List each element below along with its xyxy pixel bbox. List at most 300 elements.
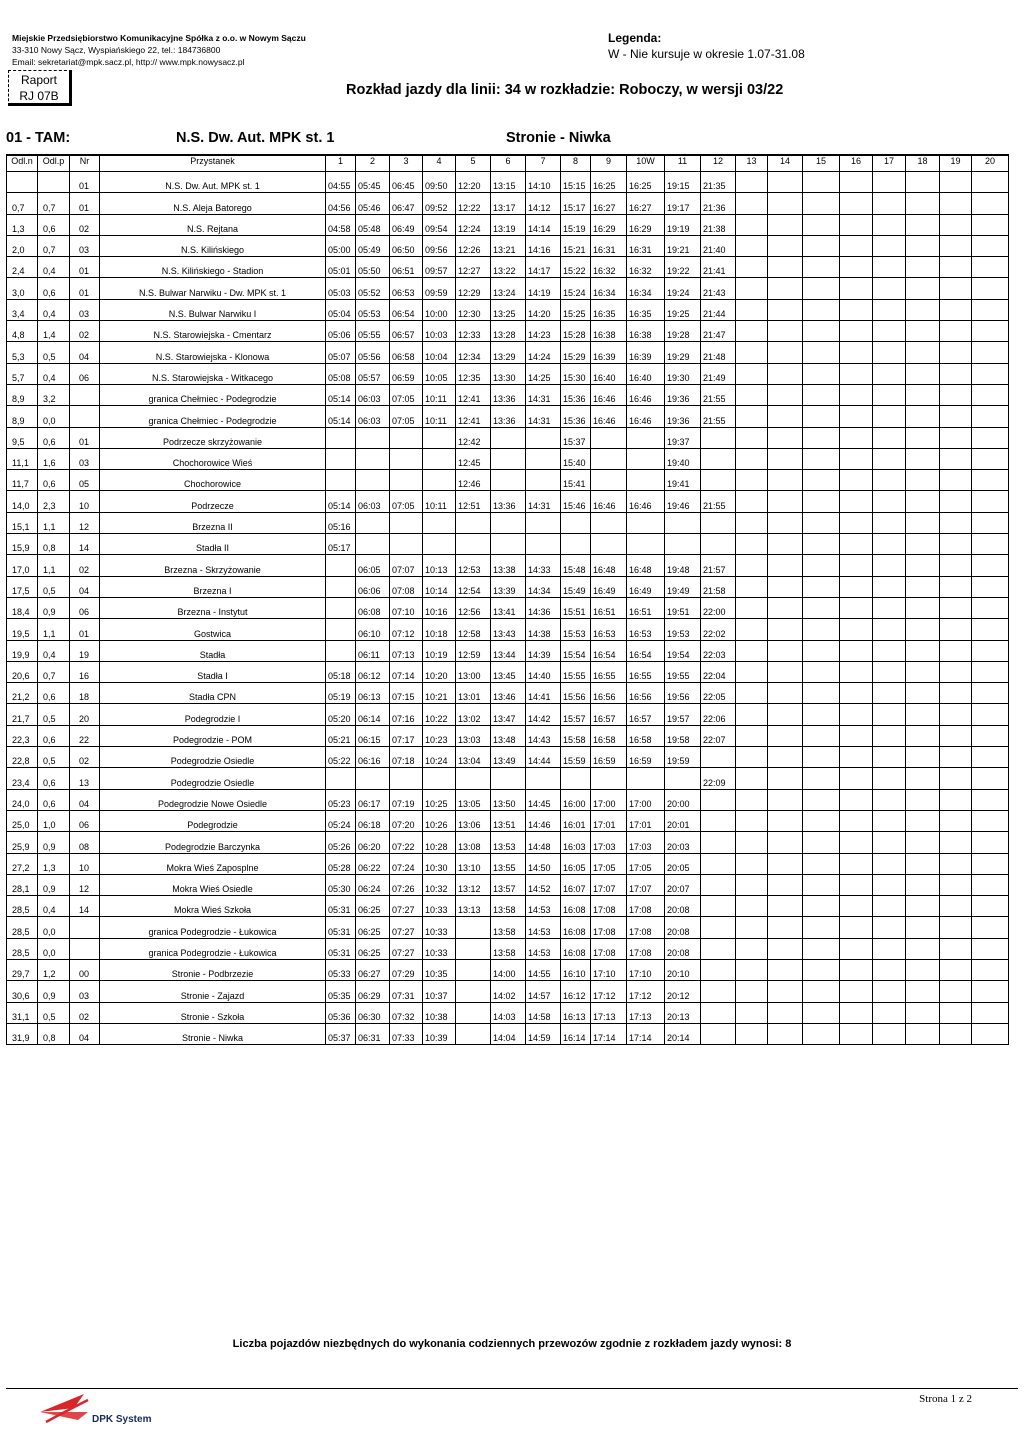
departure-time: 13:44 bbox=[491, 640, 526, 661]
departure-time: 15:48 bbox=[561, 555, 591, 576]
departure-time: 06:25 bbox=[356, 938, 390, 959]
departure-time: 16:08 bbox=[561, 896, 591, 917]
departure-time bbox=[768, 299, 803, 320]
legend-title: Legenda: bbox=[608, 31, 662, 45]
departure-time bbox=[665, 512, 701, 533]
departure-time: 07:27 bbox=[390, 917, 423, 938]
departure-time bbox=[972, 470, 1009, 491]
departure-time: 16:34 bbox=[627, 278, 665, 299]
departure-time bbox=[736, 661, 768, 682]
departure-time: 22:05 bbox=[701, 683, 736, 704]
departure-time bbox=[840, 640, 873, 661]
departure-time: 17:07 bbox=[627, 874, 665, 895]
stop-name: N.S. Kilińskiego - Stadion bbox=[100, 257, 326, 278]
table-row bbox=[7, 576, 1009, 597]
departure-time: 10:11 bbox=[423, 491, 456, 512]
departure-time: 12:30 bbox=[456, 299, 491, 320]
departure-time: 17:05 bbox=[627, 853, 665, 874]
departure-time bbox=[768, 810, 803, 831]
distance-segment: 1,3 bbox=[38, 853, 70, 874]
distance-total: 1,3 bbox=[7, 214, 38, 235]
departure-time bbox=[326, 619, 356, 640]
distance-total: 23,4 bbox=[7, 768, 38, 789]
departure-time bbox=[701, 534, 736, 555]
stop-name: N.S. Aleja Batorego bbox=[100, 193, 326, 214]
departure-time bbox=[940, 427, 972, 448]
departure-time bbox=[940, 917, 972, 938]
distance-total: 14,0 bbox=[7, 491, 38, 512]
departure-time: 15:37 bbox=[561, 427, 591, 448]
departure-time bbox=[840, 427, 873, 448]
column-header: 2 bbox=[356, 155, 390, 172]
departure-time bbox=[840, 959, 873, 980]
departure-time: 06:54 bbox=[390, 299, 423, 320]
departure-time bbox=[491, 427, 526, 448]
departure-time: 13:15 bbox=[491, 172, 526, 193]
departure-time: 12:41 bbox=[456, 384, 491, 405]
departure-time: 17:14 bbox=[627, 1023, 665, 1044]
departure-time: 06:18 bbox=[356, 810, 390, 831]
distance-segment: 1,1 bbox=[38, 619, 70, 640]
stop-name: granica Chełmiec - Podegrodzie bbox=[100, 384, 326, 405]
distance-total: 18,4 bbox=[7, 597, 38, 618]
departure-time: 07:10 bbox=[390, 597, 423, 618]
stop-name: Stronie - Zajazd bbox=[100, 981, 326, 1002]
departure-time: 13:36 bbox=[491, 384, 526, 405]
departure-time bbox=[873, 491, 906, 512]
departure-time bbox=[840, 683, 873, 704]
departure-time: 16:29 bbox=[591, 214, 627, 235]
departure-time: 05:31 bbox=[326, 917, 356, 938]
departure-time bbox=[768, 981, 803, 1002]
departure-time bbox=[736, 214, 768, 235]
departure-time bbox=[701, 470, 736, 491]
departure-time bbox=[423, 448, 456, 469]
departure-time: 14:04 bbox=[491, 1023, 526, 1044]
departure-time bbox=[803, 448, 840, 469]
departure-time: 14:50 bbox=[526, 853, 561, 874]
departure-time: 17:07 bbox=[591, 874, 627, 895]
departure-time: 14:31 bbox=[526, 384, 561, 405]
departure-time: 16:08 bbox=[561, 938, 591, 959]
departure-time: 22:04 bbox=[701, 661, 736, 682]
departure-time: 16:38 bbox=[591, 321, 627, 342]
departure-time: 16:53 bbox=[591, 619, 627, 640]
departure-time bbox=[491, 470, 526, 491]
departure-time bbox=[803, 853, 840, 874]
departure-time bbox=[736, 619, 768, 640]
departure-time bbox=[736, 810, 768, 831]
departure-time bbox=[768, 597, 803, 618]
departure-time: 13:50 bbox=[491, 789, 526, 810]
departure-time bbox=[972, 938, 1009, 959]
departure-time: 07:05 bbox=[390, 406, 423, 427]
departure-time: 13:43 bbox=[491, 619, 526, 640]
departure-time: 17:08 bbox=[591, 938, 627, 959]
stop-name: Gostwica bbox=[100, 619, 326, 640]
departure-time: 16:31 bbox=[591, 235, 627, 256]
departure-time: 06:29 bbox=[356, 981, 390, 1002]
departure-time: 13:06 bbox=[456, 810, 491, 831]
stop-number: 05 bbox=[70, 470, 100, 491]
table-row bbox=[7, 917, 1009, 938]
departure-time bbox=[356, 448, 390, 469]
departure-time: 05:56 bbox=[356, 342, 390, 363]
departure-time bbox=[526, 512, 561, 533]
table-row bbox=[7, 981, 1009, 1002]
departure-time bbox=[768, 512, 803, 533]
departure-time: 12:46 bbox=[456, 470, 491, 491]
departure-time bbox=[972, 810, 1009, 831]
departure-time bbox=[840, 853, 873, 874]
departure-time: 10:04 bbox=[423, 342, 456, 363]
departure-time: 09:56 bbox=[423, 235, 456, 256]
departure-time: 16:27 bbox=[627, 193, 665, 214]
departure-time: 16:38 bbox=[627, 321, 665, 342]
departure-time: 16:32 bbox=[591, 257, 627, 278]
departure-time: 22:09 bbox=[701, 768, 736, 789]
distance-total: 2,4 bbox=[7, 257, 38, 278]
stop-number: 10 bbox=[70, 491, 100, 512]
departure-time: 06:25 bbox=[356, 896, 390, 917]
departure-time bbox=[701, 896, 736, 917]
departure-time: 04:56 bbox=[326, 193, 356, 214]
departure-time bbox=[803, 172, 840, 193]
departure-time: 13:08 bbox=[456, 832, 491, 853]
departure-time bbox=[940, 448, 972, 469]
departure-time bbox=[972, 491, 1009, 512]
table-row bbox=[7, 384, 1009, 405]
departure-time bbox=[768, 406, 803, 427]
departure-time: 13:58 bbox=[491, 938, 526, 959]
departure-time bbox=[940, 172, 972, 193]
departure-time: 16:29 bbox=[627, 214, 665, 235]
departure-time bbox=[873, 257, 906, 278]
departure-time: 12:22 bbox=[456, 193, 491, 214]
stop-name: N.S. Bulwar Narwiku - Dw. MPK st. 1 bbox=[100, 278, 326, 299]
departure-time bbox=[701, 789, 736, 810]
column-header: 9 bbox=[591, 155, 627, 172]
departure-time bbox=[803, 725, 840, 746]
departure-time: 13:36 bbox=[491, 491, 526, 512]
stop-number: 06 bbox=[70, 363, 100, 384]
departure-time: 14:53 bbox=[526, 938, 561, 959]
departure-time bbox=[972, 576, 1009, 597]
departure-time bbox=[456, 917, 491, 938]
departure-time bbox=[736, 427, 768, 448]
departure-time: 16:46 bbox=[627, 384, 665, 405]
departure-time: 10:33 bbox=[423, 896, 456, 917]
departure-time bbox=[701, 512, 736, 533]
departure-time bbox=[356, 768, 390, 789]
departure-time bbox=[972, 874, 1009, 895]
departure-time: 21:57 bbox=[701, 555, 736, 576]
departure-time bbox=[736, 832, 768, 853]
departure-time: 12:35 bbox=[456, 363, 491, 384]
distance-segment: 0,6 bbox=[38, 768, 70, 789]
departure-time bbox=[873, 981, 906, 1002]
stop-name: Stadła I bbox=[100, 661, 326, 682]
departure-time: 19:55 bbox=[665, 661, 701, 682]
departure-time bbox=[972, 363, 1009, 384]
distance-segment: 3,2 bbox=[38, 384, 70, 405]
departure-time: 19:56 bbox=[665, 683, 701, 704]
departure-time bbox=[390, 470, 423, 491]
departure-time: 13:58 bbox=[491, 917, 526, 938]
timetable-body bbox=[7, 172, 1009, 1045]
departure-time bbox=[972, 214, 1009, 235]
departure-time: 14:48 bbox=[526, 832, 561, 853]
stop-name: granica Podegrodzie - Łukowica bbox=[100, 938, 326, 959]
direction-to: Stronie - Niwka bbox=[506, 130, 611, 146]
departure-time: 19:54 bbox=[665, 640, 701, 661]
raport-box bbox=[8, 70, 72, 106]
departure-time bbox=[972, 725, 1009, 746]
departure-time bbox=[701, 853, 736, 874]
departure-time bbox=[940, 363, 972, 384]
distance-total: 19,5 bbox=[7, 619, 38, 640]
departure-time bbox=[906, 1002, 940, 1023]
distance-segment: 1,1 bbox=[38, 555, 70, 576]
distance-total: 28,5 bbox=[7, 917, 38, 938]
departure-time bbox=[906, 874, 940, 895]
stop-number: 13 bbox=[70, 768, 100, 789]
departure-time bbox=[356, 470, 390, 491]
stop-name: Podrzecze skrzyżowanie bbox=[100, 427, 326, 448]
departure-time bbox=[873, 938, 906, 959]
distance-total: 21,2 bbox=[7, 683, 38, 704]
departure-time: 16:07 bbox=[561, 874, 591, 895]
distance-segment: 0,0 bbox=[38, 406, 70, 427]
distance-segment: 0,7 bbox=[38, 193, 70, 214]
stop-number: 03 bbox=[70, 235, 100, 256]
departure-time bbox=[736, 959, 768, 980]
departure-time bbox=[768, 321, 803, 342]
departure-time: 17:13 bbox=[591, 1002, 627, 1023]
departure-time: 13:02 bbox=[456, 704, 491, 725]
departure-time: 15:30 bbox=[561, 363, 591, 384]
departure-time bbox=[665, 534, 701, 555]
departure-time: 07:31 bbox=[390, 981, 423, 1002]
departure-time: 12:27 bbox=[456, 257, 491, 278]
departure-time bbox=[972, 172, 1009, 193]
departure-time bbox=[840, 747, 873, 768]
departure-time: 20:07 bbox=[665, 874, 701, 895]
departure-time bbox=[906, 448, 940, 469]
departure-time: 17:03 bbox=[627, 832, 665, 853]
departure-time bbox=[768, 789, 803, 810]
departure-time bbox=[803, 534, 840, 555]
departure-time bbox=[736, 896, 768, 917]
departure-time: 05:31 bbox=[326, 938, 356, 959]
distance-segment: 0,5 bbox=[38, 704, 70, 725]
stop-name: Podegrodzie I bbox=[100, 704, 326, 725]
departure-time bbox=[906, 427, 940, 448]
departure-time: 16:49 bbox=[627, 576, 665, 597]
stop-name: granica Chełmiec - Podegrodzie bbox=[100, 406, 326, 427]
departure-time: 10:11 bbox=[423, 384, 456, 405]
distance-total: 25,0 bbox=[7, 810, 38, 831]
distance-total: 31,1 bbox=[7, 1002, 38, 1023]
departure-time bbox=[390, 512, 423, 533]
departure-time: 05:22 bbox=[326, 747, 356, 768]
column-header: 11 bbox=[665, 155, 701, 172]
departure-time: 21:43 bbox=[701, 278, 736, 299]
column-header: 15 bbox=[803, 155, 840, 172]
departure-time: 20:13 bbox=[665, 1002, 701, 1023]
departure-time: 20:00 bbox=[665, 789, 701, 810]
stop-name: Podegrodzie Osiedle bbox=[100, 747, 326, 768]
departure-time: 12:26 bbox=[456, 235, 491, 256]
departure-time bbox=[768, 959, 803, 980]
departure-time: 19:48 bbox=[665, 555, 701, 576]
stop-number: 08 bbox=[70, 832, 100, 853]
departure-time: 14:45 bbox=[526, 789, 561, 810]
distance-segment: 0,4 bbox=[38, 257, 70, 278]
departure-time: 19:36 bbox=[665, 406, 701, 427]
departure-time bbox=[526, 470, 561, 491]
departure-time: 16:46 bbox=[591, 491, 627, 512]
departure-time bbox=[736, 172, 768, 193]
departure-time bbox=[326, 576, 356, 597]
departure-time: 17:08 bbox=[627, 938, 665, 959]
departure-time bbox=[456, 512, 491, 533]
distance-total: 25,9 bbox=[7, 832, 38, 853]
departure-time: 16:12 bbox=[561, 981, 591, 1002]
departure-time: 14:44 bbox=[526, 747, 561, 768]
departure-time bbox=[873, 917, 906, 938]
departure-time bbox=[940, 896, 972, 917]
distance-segment: 0,0 bbox=[38, 938, 70, 959]
table-row bbox=[7, 747, 1009, 768]
departure-time: 15:36 bbox=[561, 384, 591, 405]
departure-time: 07:05 bbox=[390, 384, 423, 405]
departure-time bbox=[768, 363, 803, 384]
departure-time: 16:51 bbox=[627, 597, 665, 618]
departure-time: 12:29 bbox=[456, 278, 491, 299]
departure-time bbox=[906, 896, 940, 917]
distance-total: 19,9 bbox=[7, 640, 38, 661]
departure-time: 05:26 bbox=[326, 832, 356, 853]
departure-time bbox=[768, 555, 803, 576]
departure-time: 15:59 bbox=[561, 747, 591, 768]
departure-time: 19:22 bbox=[665, 257, 701, 278]
stop-name: Podegrodzie bbox=[100, 810, 326, 831]
departure-time bbox=[803, 214, 840, 235]
departure-time bbox=[803, 427, 840, 448]
departure-time bbox=[873, 959, 906, 980]
departure-time bbox=[972, 406, 1009, 427]
vehicles-note: Liczba pojazdów niezbędnych do wykonania codziennych przewozów zgodnie z rozkładem jazdy wynosi: 8 bbox=[232, 1338, 792, 1350]
column-header: Odl.n bbox=[7, 155, 38, 172]
departure-time bbox=[840, 896, 873, 917]
departure-time: 19:58 bbox=[665, 725, 701, 746]
departure-time: 06:13 bbox=[356, 683, 390, 704]
timetable bbox=[6, 154, 1009, 1045]
departure-time: 19:51 bbox=[665, 597, 701, 618]
departure-time: 17:13 bbox=[627, 1002, 665, 1023]
departure-time bbox=[456, 959, 491, 980]
departure-time: 13:22 bbox=[491, 257, 526, 278]
departure-time bbox=[526, 427, 561, 448]
departure-time bbox=[803, 683, 840, 704]
departure-time: 16:08 bbox=[561, 917, 591, 938]
departure-time bbox=[736, 747, 768, 768]
departure-time bbox=[873, 1002, 906, 1023]
departure-time bbox=[803, 257, 840, 278]
departure-time bbox=[940, 193, 972, 214]
departure-time: 05:14 bbox=[326, 384, 356, 405]
stop-name: Mokra Wieś Zaposplne bbox=[100, 853, 326, 874]
departure-time: 06:20 bbox=[356, 832, 390, 853]
departure-time: 21:35 bbox=[701, 172, 736, 193]
departure-time: 07:26 bbox=[390, 874, 423, 895]
departure-time bbox=[840, 810, 873, 831]
departure-time: 20:03 bbox=[665, 832, 701, 853]
departure-time bbox=[390, 534, 423, 555]
departure-time: 10:25 bbox=[423, 789, 456, 810]
departure-time bbox=[768, 193, 803, 214]
departure-time: 13:47 bbox=[491, 704, 526, 725]
departure-time bbox=[803, 789, 840, 810]
departure-time bbox=[768, 1002, 803, 1023]
table-row bbox=[7, 278, 1009, 299]
departure-time: 21:40 bbox=[701, 235, 736, 256]
distance-segment: 0,4 bbox=[38, 896, 70, 917]
departure-time: 19:57 bbox=[665, 704, 701, 725]
departure-time bbox=[803, 384, 840, 405]
departure-time bbox=[972, 1002, 1009, 1023]
departure-time: 17:05 bbox=[591, 853, 627, 874]
departure-time bbox=[840, 704, 873, 725]
departure-time: 05:48 bbox=[356, 214, 390, 235]
departure-time: 15:55 bbox=[561, 661, 591, 682]
departure-time: 07:13 bbox=[390, 640, 423, 661]
departure-time bbox=[768, 725, 803, 746]
stop-number: 01 bbox=[70, 193, 100, 214]
departure-time bbox=[561, 768, 591, 789]
departure-time bbox=[736, 555, 768, 576]
departure-time bbox=[840, 342, 873, 363]
stop-number: 22 bbox=[70, 725, 100, 746]
table-row bbox=[7, 257, 1009, 278]
departure-time: 07:08 bbox=[390, 576, 423, 597]
departure-time bbox=[940, 874, 972, 895]
departure-time bbox=[940, 661, 972, 682]
departure-time bbox=[736, 512, 768, 533]
distance-segment: 0,4 bbox=[38, 299, 70, 320]
departure-time: 13:49 bbox=[491, 747, 526, 768]
distance-segment: 0,9 bbox=[38, 832, 70, 853]
departure-time: 22:02 bbox=[701, 619, 736, 640]
distance-total: 5,7 bbox=[7, 363, 38, 384]
departure-time bbox=[803, 597, 840, 618]
column-header: 20 bbox=[972, 155, 1009, 172]
departure-time: 06:11 bbox=[356, 640, 390, 661]
departure-time: 16:03 bbox=[561, 832, 591, 853]
stop-number: 18 bbox=[70, 683, 100, 704]
departure-time: 19:41 bbox=[665, 470, 701, 491]
distance-segment: 1,1 bbox=[38, 512, 70, 533]
raport-code: RJ 07B bbox=[19, 89, 59, 103]
departure-time: 14:03 bbox=[491, 1002, 526, 1023]
table-row bbox=[7, 491, 1009, 512]
stop-number: 06 bbox=[70, 597, 100, 618]
logo-text: DPK System bbox=[92, 1414, 152, 1425]
departure-time bbox=[423, 470, 456, 491]
departure-time bbox=[940, 235, 972, 256]
distance-total: 27,2 bbox=[7, 853, 38, 874]
